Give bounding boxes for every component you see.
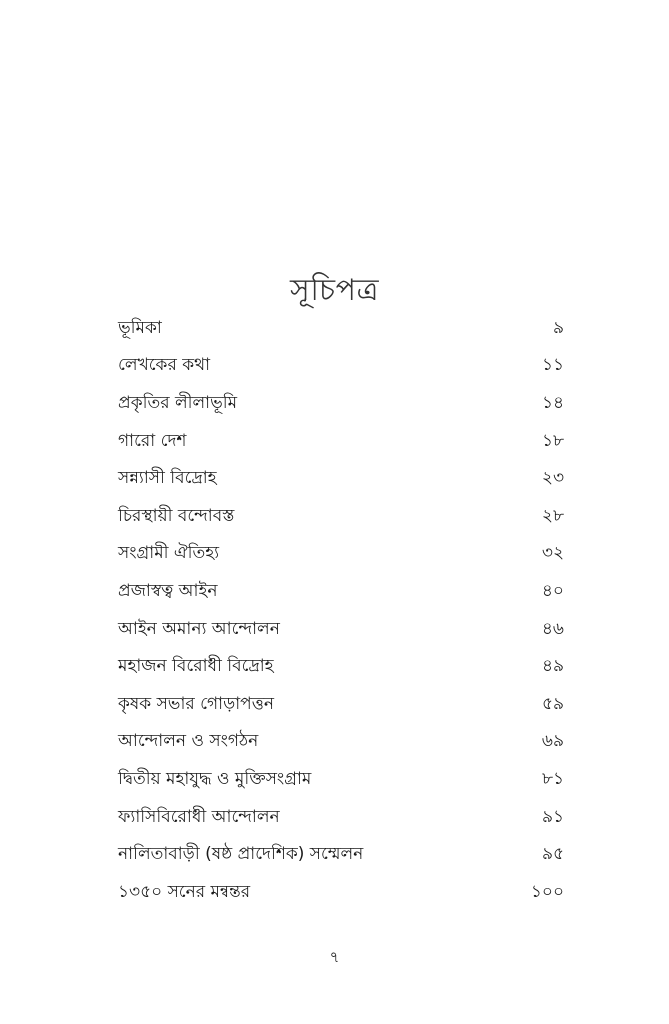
toc-entry-title: গারো দেশ (118, 430, 187, 451)
toc-entry-title: কৃষক সভার গোড়াপত্তন (118, 693, 275, 714)
toc-entry-title: ফ্যাসিবিরোধী আন্দোলন (118, 806, 280, 827)
toc-entry (118, 874, 564, 912)
toc-entry (118, 799, 564, 837)
toc-entry (118, 761, 564, 799)
toc-entry-page: ৩২ (541, 543, 564, 564)
toc-entry-title: আইন অমান্য আন্দোলন (118, 618, 280, 639)
toc-entry-page: ৯১ (541, 806, 564, 827)
toc-entry (118, 573, 564, 611)
toc-entry (118, 536, 564, 574)
toc-entry-title: প্রজাস্বত্ব আইন (118, 580, 218, 601)
toc-entry-title: লেখকের কথা (118, 355, 211, 376)
toc-entry-page: ৪৯ (541, 656, 564, 677)
toc-entry-page: ১৪ (541, 392, 564, 413)
page-title: সূচিপত্র (290, 273, 379, 309)
toc-entry-page: ৯ (552, 317, 564, 338)
toc-entry-page: ১১ (541, 355, 564, 376)
toc-entry-page: ৪৬ (541, 618, 564, 639)
toc-entry-title: ১৩৫০ সনের মন্বন্তর (118, 881, 251, 902)
page-number: ৭ (329, 948, 340, 966)
toc-entry-title: সংগ্রামী ঐতিহ্য (118, 543, 220, 564)
toc-entry-title: দ্বিতীয় মহাযুদ্ধ ও মুক্তিসংগ্রাম (118, 768, 312, 789)
toc-entry (118, 836, 564, 874)
toc-entry-page: ২৮ (541, 505, 564, 526)
table-of-contents (118, 310, 564, 912)
toc-entry-title: প্রকৃতির লীলাভূমি (118, 392, 238, 413)
toc-entry (118, 648, 564, 686)
toc-entry-title: মহাজন বিরোধী বিদ্রোহ (118, 656, 274, 677)
toc-entry-page: ১০০ (530, 881, 564, 902)
toc-entry (118, 686, 564, 724)
toc-entry-title: চিরস্থায়ী বন্দোবস্ত (118, 505, 235, 526)
toc-entry (118, 460, 564, 498)
toc-entry (118, 498, 564, 536)
toc-entry (118, 348, 564, 386)
toc-entry-title: নালিতাবাড়ী (ষষ্ঠ প্রাদেশিক) সম্মেলন (118, 844, 364, 865)
toc-entry (118, 310, 564, 348)
toc-entry (118, 423, 564, 461)
toc-entry-title: আন্দোলন ও সংগঠন (118, 731, 259, 752)
toc-entry-page: ৮১ (541, 768, 564, 789)
toc-entry-page: ৫৯ (541, 693, 564, 714)
toc-entry (118, 724, 564, 762)
toc-entry-title: ভূমিকা (118, 317, 162, 338)
toc-entry-page: ২৩ (541, 468, 564, 489)
toc-entry (118, 611, 564, 649)
toc-entry-page: ৪০ (541, 580, 564, 601)
toc-entry-page: ১৮ (541, 430, 564, 451)
toc-entry-title: সন্ন্যাসী বিদ্রোহ (118, 468, 217, 489)
toc-entry-page: ৬৯ (541, 731, 564, 752)
toc-entry (118, 385, 564, 423)
toc-entry-page: ৯৫ (541, 844, 564, 865)
